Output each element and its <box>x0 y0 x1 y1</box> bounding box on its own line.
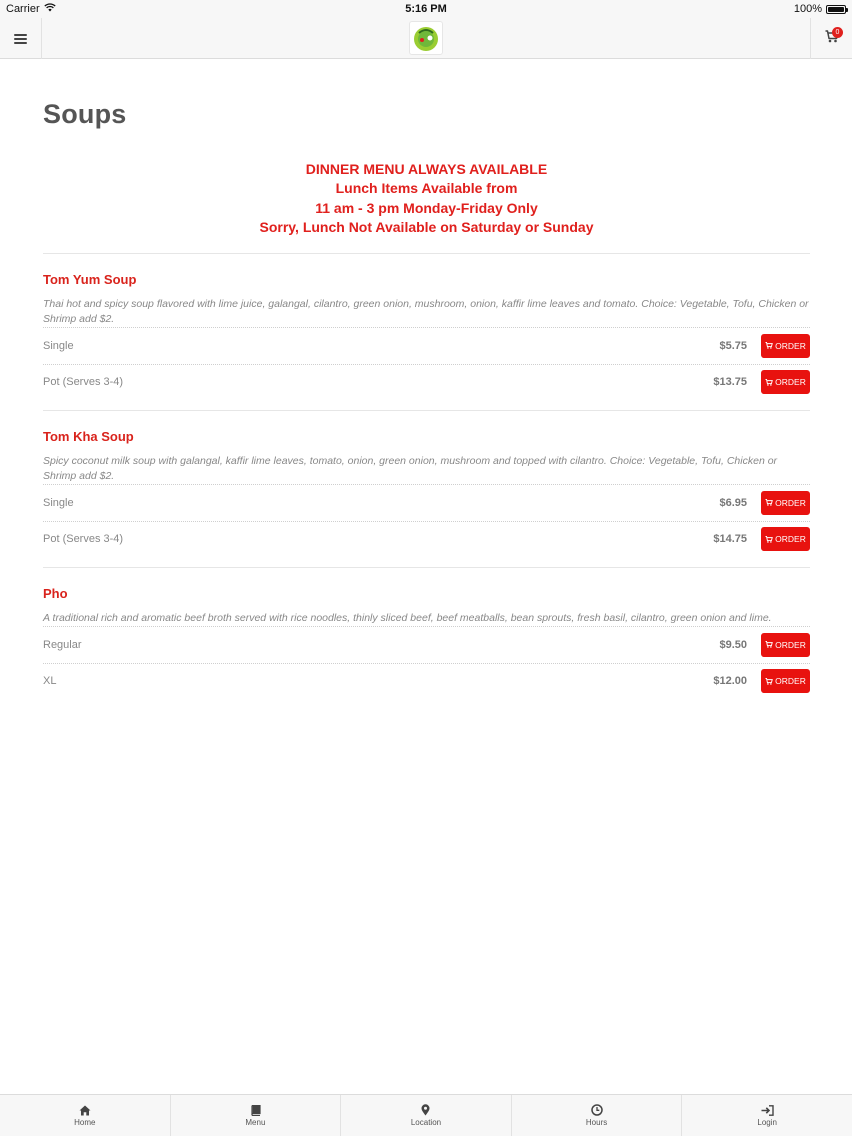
option-label: Single <box>43 339 74 352</box>
item-title: Tom Kha Soup <box>43 429 134 445</box>
order-button[interactable] <box>761 527 810 551</box>
tab-login[interactable] <box>682 1095 852 1136</box>
cart-icon <box>765 641 773 648</box>
tab-label: Login <box>757 1117 777 1127</box>
battery-percent: 100% <box>793 3 822 15</box>
menu-item <box>43 568 810 699</box>
top-nav <box>0 18 852 59</box>
option-price: $13.75 <box>713 376 747 389</box>
tab-label: Home <box>74 1117 96 1127</box>
item-title: Tom Yum Soup <box>43 272 137 288</box>
item-option <box>43 484 810 521</box>
option-label: Pot (Serves 3-4) <box>43 376 124 389</box>
option-label: Pot (Serves 3-4) <box>43 533 124 546</box>
hamburger-menu-button[interactable] <box>0 18 42 59</box>
item-option <box>43 364 810 401</box>
order-button[interactable] <box>761 669 810 693</box>
cart-icon <box>765 379 773 386</box>
tab-label: Location <box>410 1118 442 1127</box>
option-label: Single <box>43 496 74 509</box>
item-description: Spicy coconut milk soup with galangal, kaffir lime leaves, tomato, onion, green onion, mushroom and topped with cilantro. Choice: Vegetable, Tofu, Chicken or Shrimp add $2. <box>43 455 778 483</box>
item-option <box>43 626 810 663</box>
order-button[interactable] <box>761 370 810 394</box>
logo-icon <box>411 23 441 53</box>
cart-icon <box>765 678 773 685</box>
option-price: $6.95 <box>719 496 747 509</box>
cart-icon <box>765 536 773 543</box>
cart-icon <box>765 342 773 349</box>
order-label: ORDER <box>775 377 806 388</box>
cart-icon <box>765 499 773 506</box>
order-label: ORDER <box>775 534 806 545</box>
item-title: Pho <box>43 586 68 602</box>
tab-location[interactable] <box>341 1095 512 1136</box>
book-icon <box>250 1105 261 1116</box>
status-time: 5:16 PM <box>405 3 447 15</box>
order-button[interactable] <box>761 491 810 515</box>
order-label: ORDER <box>775 497 806 508</box>
map-pin-icon <box>421 1104 430 1116</box>
order-label: ORDER <box>775 676 806 687</box>
restaurant-logo[interactable] <box>409 21 443 55</box>
notice-line: DINNER MENU ALWAYS AVAILABLE <box>305 161 548 177</box>
item-option <box>43 663 810 700</box>
option-price: $9.50 <box>719 638 747 651</box>
item-option <box>43 327 810 364</box>
status-bar <box>0 0 852 18</box>
item-description: A traditional rich and aromatic beef broth served with rice noodles, thinly sliced beef, beef meatballs, bean sprouts, fresh basil, cilantro, green onion and lime. <box>43 612 772 625</box>
order-label: ORDER <box>775 639 806 650</box>
option-price: $14.75 <box>713 533 747 546</box>
bottom-tab-bar <box>0 1094 852 1136</box>
carrier-label: Carrier <box>6 3 40 15</box>
home-icon <box>79 1105 91 1116</box>
notice-line: Lunch Items Available from <box>335 180 518 197</box>
page-title: Soups <box>43 99 127 129</box>
option-label: Regular <box>43 638 82 651</box>
notice-line: 11 am - 3 pm Monday-Friday Only <box>315 199 538 216</box>
menu-item <box>43 411 810 568</box>
tab-label: Menu <box>245 1117 266 1127</box>
tab-home[interactable] <box>0 1095 171 1136</box>
option-price: $12.00 <box>713 675 747 688</box>
order-button[interactable] <box>761 633 810 657</box>
battery-icon <box>826 5 846 14</box>
login-icon <box>761 1105 774 1116</box>
hamburger-icon <box>14 34 27 44</box>
item-description: Thai hot and spicy soup flavored with lime juice, galangal, cilantro, green onion, mushroom, onion, kaffir lime leaves and tomato. Choice: Vegetable, Tofu, Chicken or Shrimp add $2. <box>43 298 809 326</box>
clock-icon <box>591 1104 603 1116</box>
menu-content <box>43 59 810 699</box>
tab-hours[interactable] <box>512 1095 683 1136</box>
menu-item <box>43 254 810 411</box>
order-button[interactable] <box>761 334 810 358</box>
tab-menu[interactable] <box>171 1095 342 1136</box>
cart-count-badge: 0 <box>832 27 843 38</box>
order-label: ORDER <box>775 340 806 351</box>
availability-notice <box>43 160 810 237</box>
tab-label: Hours <box>585 1118 608 1127</box>
notice-line: Sorry, Lunch Not Available on Saturday or Sunday <box>259 218 594 235</box>
option-price: $5.75 <box>719 339 747 352</box>
cart-button[interactable] <box>810 18 852 59</box>
item-option <box>43 521 810 558</box>
option-label: XL <box>43 675 57 688</box>
